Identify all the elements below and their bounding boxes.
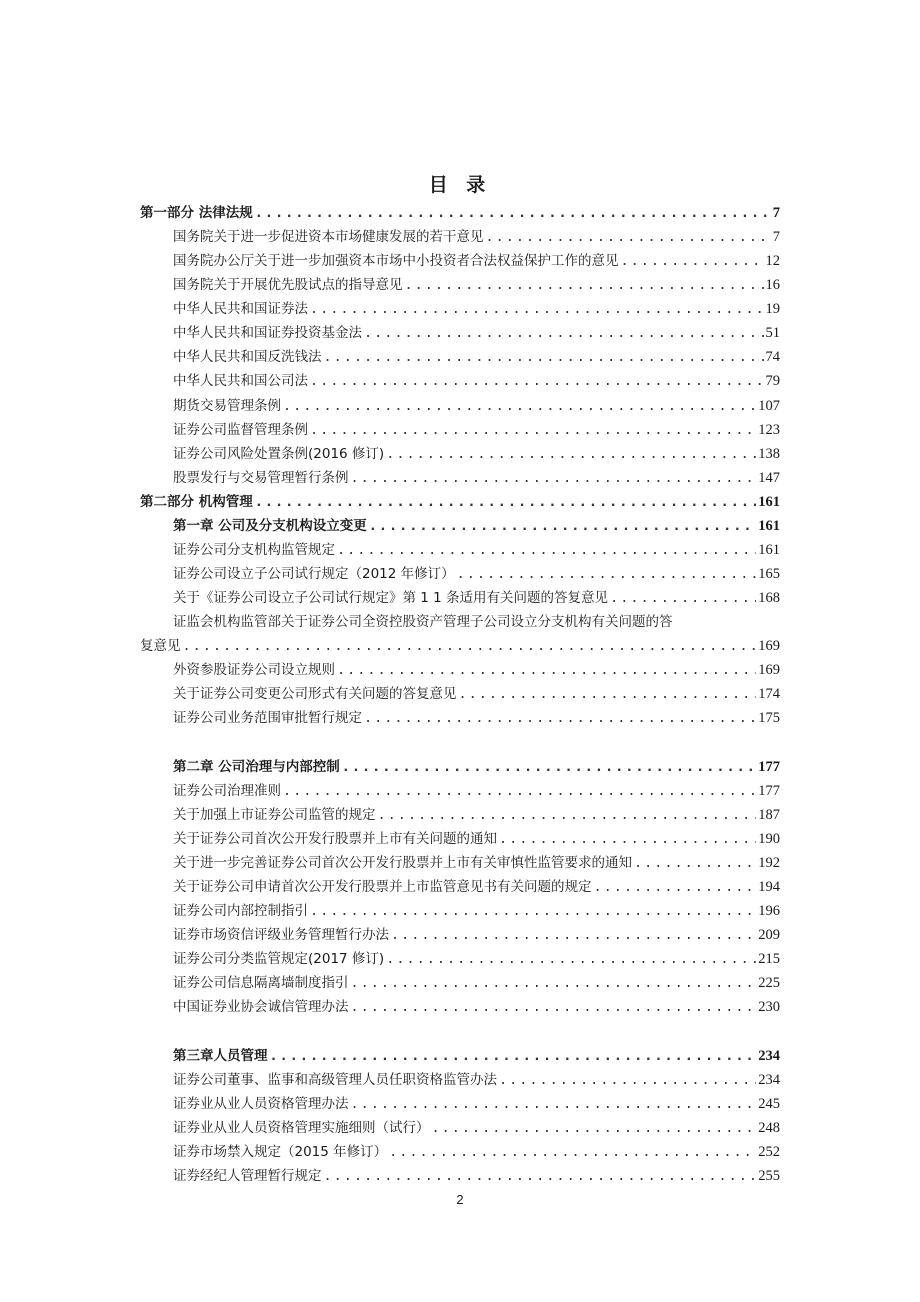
dot-leader — [270, 1046, 757, 1066]
toc-item[interactable] — [173, 684, 780, 704]
toc-label: 关于《证券公司设立子公司试行规定》第 1 1 条适用有关问题的答复意见 — [173, 590, 609, 606]
toc-item[interactable] — [140, 636, 780, 656]
toc-label: 国务院办公厅关于进一步加强资本市场中小投资者合法权益保护工作的意见 — [173, 253, 619, 269]
toc-page: 165 — [758, 566, 780, 582]
dot-leader — [255, 203, 768, 223]
toc-chapter-1[interactable] — [173, 516, 780, 536]
toc-label: 证券公司内部控制指引 — [173, 903, 308, 919]
toc-label: 证券业从业人员资格管理实施细则（试行） — [173, 1120, 430, 1136]
toc-part-2[interactable] — [140, 492, 780, 512]
toc-label: 复意见 — [140, 638, 181, 654]
toc-label: 中华人民共和国公司法 — [173, 373, 308, 389]
dot-leader — [378, 805, 757, 825]
toc-label: 中华人民共和国证券法 — [173, 301, 308, 317]
toc-item[interactable] — [173, 323, 780, 343]
dot-leader — [283, 396, 756, 416]
toc-label: 外资参股证券公司设立规则 — [173, 662, 335, 678]
toc-label: 证券经纪人管理暂行规定 — [173, 1168, 322, 1184]
toc-page: 79 — [765, 373, 780, 389]
toc-item[interactable] — [173, 275, 780, 295]
toc-page: 252 — [758, 1144, 780, 1160]
toc-page: 234 — [758, 1072, 780, 1088]
toc-item[interactable] — [173, 925, 780, 945]
page-number: 2 — [456, 1192, 464, 1207]
toc-item[interactable] — [173, 1118, 780, 1138]
toc-page: 107 — [758, 398, 780, 414]
dot-leader — [351, 1094, 757, 1114]
toc-item[interactable] — [173, 660, 780, 680]
dot-leader — [459, 684, 757, 704]
dot-leader — [499, 1070, 756, 1090]
toc-page: 175 — [758, 710, 780, 726]
toc-item[interactable] — [173, 371, 780, 391]
toc-item[interactable] — [173, 805, 780, 825]
toc-item[interactable] — [173, 877, 780, 897]
toc-label: 中华人民共和国反洗钱法 — [173, 349, 322, 365]
toc-page: 74 — [765, 349, 780, 365]
toc-page: 138 — [758, 446, 780, 462]
toc-item[interactable] — [173, 588, 780, 608]
toc-label: 证券公司业务范围审批暂行规定 — [173, 710, 362, 726]
toc-label: 第二章 公司治理与内部控制 — [173, 759, 340, 775]
toc-page: 161 — [758, 542, 780, 558]
dot-leader — [386, 949, 756, 969]
toc-page: 174 — [758, 686, 780, 702]
dot-leader — [610, 588, 756, 608]
toc-item[interactable] — [173, 1094, 780, 1114]
dot-leader — [364, 323, 764, 343]
dot-leader — [369, 516, 757, 536]
toc-label: 股票发行与交易管理暂行条例 — [173, 470, 349, 486]
toc-item[interactable] — [173, 468, 780, 488]
toc-label: 关于加强上市证券公司监管的规定 — [173, 807, 376, 823]
dot-leader — [255, 492, 757, 512]
toc-page: 230 — [758, 999, 780, 1015]
toc-chapter-2[interactable] — [173, 757, 780, 777]
toc-item[interactable] — [173, 251, 780, 271]
toc-page: 51 — [765, 325, 780, 341]
toc-label: 国务院关于进一步促进资本市场健康发展的若干意见 — [173, 229, 484, 245]
toc-label: 证券公司监督管理条例 — [173, 422, 308, 438]
toc-label: 关于证券公司变更公司形式有关问题的答复意见 — [173, 686, 457, 702]
toc-page: 161 — [758, 494, 780, 510]
toc-page: 255 — [758, 1168, 780, 1184]
toc-label: 证券市场资信评级业务管理暂行办法 — [173, 927, 389, 943]
dot-leader — [342, 757, 757, 777]
toc-page: 19 — [765, 301, 780, 317]
toc-label: 关于证券公司首次公开发行股票并上市有关问题的通知 — [173, 831, 497, 847]
toc-label: 第三章人员管理 — [173, 1048, 268, 1064]
dot-leader — [183, 636, 757, 656]
toc-label: 第一部分 法律法规 — [140, 205, 253, 221]
toc-item[interactable] — [173, 347, 780, 367]
toc-item[interactable] — [173, 420, 780, 440]
toc-page: 169 — [758, 662, 780, 678]
dot-leader — [337, 540, 756, 560]
toc-page: 169 — [758, 638, 780, 654]
toc-page: 190 — [758, 831, 780, 847]
toc-page: 192 — [758, 855, 780, 871]
toc-item[interactable] — [173, 564, 780, 584]
toc-item[interactable] — [173, 973, 780, 993]
toc-title: 目 录 — [428, 174, 492, 196]
toc-label: 关于证券公司申请首次公开发行股票并上市监管意见书有关问题的规定 — [173, 879, 592, 895]
toc-page: 187 — [758, 807, 780, 823]
toc-item[interactable] — [173, 949, 780, 969]
toc-label: 证券业从业人员资格管理办法 — [173, 1096, 349, 1112]
toc-page: 123 — [758, 422, 780, 438]
toc-label: 证券公司风险处置条例(2016 修订) — [173, 446, 385, 462]
dot-leader — [364, 708, 756, 728]
toc-page: 7 — [772, 229, 780, 245]
toc-item[interactable] — [173, 1166, 780, 1186]
dot-leader — [389, 1142, 756, 1162]
dot-leader — [594, 877, 757, 897]
toc-page: 12 — [765, 253, 780, 269]
toc-page: 177 — [758, 783, 780, 799]
dot-leader — [621, 251, 764, 271]
toc-item[interactable] — [173, 781, 780, 801]
toc-part-1[interactable] — [140, 203, 780, 223]
dot-leader — [457, 564, 757, 584]
dot-leader — [486, 227, 769, 247]
toc-page: 194 — [758, 879, 780, 895]
dot-leader — [351, 997, 757, 1017]
dot-leader — [391, 925, 756, 945]
dot-leader — [432, 1118, 757, 1138]
dot-leader — [310, 901, 756, 921]
toc-item[interactable] — [173, 227, 780, 247]
toc-item[interactable] — [173, 853, 780, 873]
toc-item[interactable] — [173, 396, 780, 416]
toc-label: 证券公司董事、监事和高级管理人员任职资格监管办法 — [173, 1072, 497, 1088]
toc-page: 225 — [758, 975, 780, 991]
dot-leader — [351, 973, 757, 993]
toc-label: 证券市场禁入规定（2015 年修订） — [173, 1144, 388, 1160]
toc-page: 7 — [772, 205, 780, 221]
toc-label: 中国证券业协会诚信管理办法 — [173, 999, 349, 1015]
dot-leader — [310, 299, 764, 319]
toc-label: 证券公司分支机构监管规定 — [173, 542, 335, 558]
toc-item[interactable] — [173, 901, 780, 921]
toc-page: 196 — [758, 903, 780, 919]
toc-page: 248 — [758, 1120, 780, 1136]
toc-label: 第二部分 机构管理 — [140, 494, 253, 510]
dot-leader — [634, 853, 756, 873]
dot-leader — [499, 829, 756, 849]
toc-item[interactable] — [173, 444, 780, 464]
toc-item[interactable] — [173, 1142, 780, 1162]
dot-leader — [310, 371, 764, 391]
toc-item[interactable] — [173, 829, 780, 849]
dot-leader — [324, 347, 764, 367]
toc-page: 168 — [758, 590, 780, 606]
toc-item[interactable] — [173, 708, 780, 728]
dot-leader — [351, 468, 757, 488]
toc-page: 245 — [758, 1096, 780, 1112]
toc-item[interactable] — [173, 299, 780, 319]
toc-page: 209 — [758, 927, 780, 943]
dot-leader — [283, 781, 756, 801]
toc-item[interactable] — [173, 540, 780, 560]
toc-item[interactable] — [173, 1070, 780, 1090]
toc-label: 第一章 公司及分支机构设立变更 — [173, 518, 367, 534]
toc-label: 中华人民共和国证券投资基金法 — [173, 325, 362, 341]
toc-page: 161 — [758, 518, 780, 534]
toc-page: 16 — [765, 277, 780, 293]
dot-leader — [405, 275, 764, 295]
toc-page: 177 — [758, 759, 780, 775]
toc-item-wrapped-line[interactable]: 证监会机构监管部关于证券公司全资控股资产管理子公司设立分支机构有关问题的答 — [173, 614, 673, 630]
dot-leader — [310, 420, 756, 440]
toc-label: 关于进一步完善证券公司首次公开发行股票并上市有关审慎性监管要求的通知 — [173, 855, 632, 871]
dot-leader — [386, 444, 756, 464]
toc-label: 证券公司治理准则 — [173, 783, 281, 799]
toc-label: 证券公司信息隔离墙制度指引 — [173, 975, 349, 991]
toc-label: 期货交易管理条例 — [173, 398, 281, 414]
toc-page: 215 — [758, 951, 780, 967]
toc-item[interactable] — [173, 997, 780, 1017]
toc-page: 234 — [758, 1048, 780, 1064]
toc-label: 国务院关于开展优先股试点的指导意见 — [173, 277, 403, 293]
toc-chapter-3[interactable] — [173, 1046, 780, 1066]
toc-label: 证券公司设立子公司试行规定（2012 年修订） — [173, 566, 455, 582]
toc-label: 证券公司分类监管规定(2017 修订) — [173, 951, 385, 967]
dot-leader — [337, 660, 756, 680]
dot-leader — [324, 1166, 757, 1186]
toc-page: 147 — [758, 470, 780, 486]
